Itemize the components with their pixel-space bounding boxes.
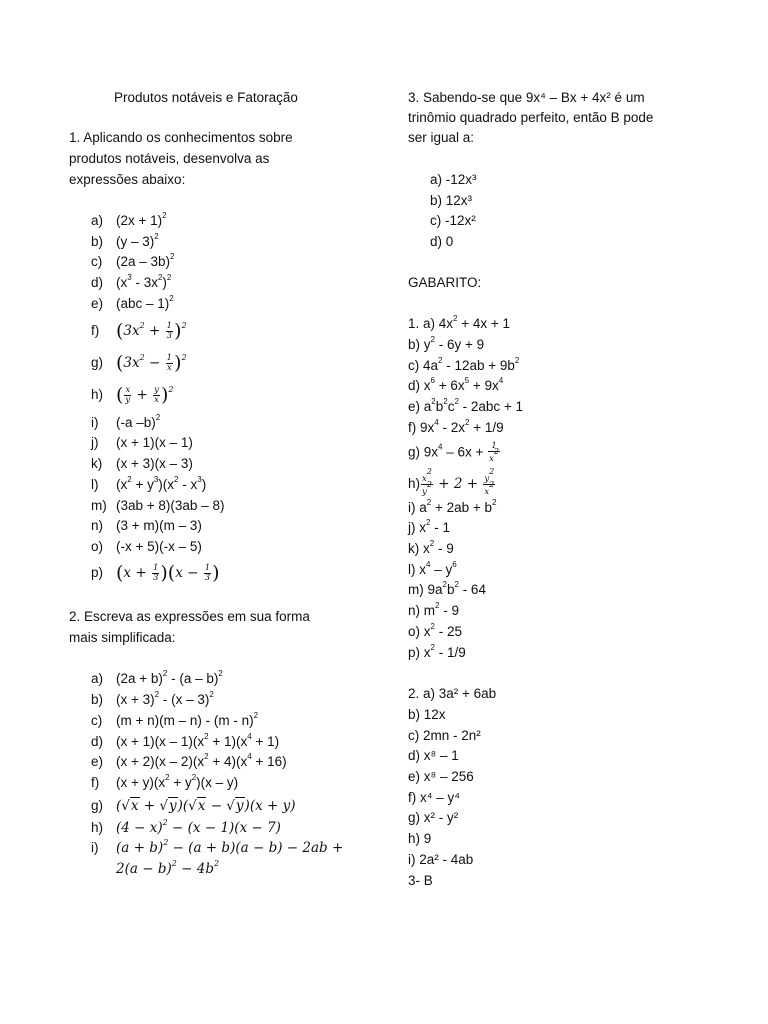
answer-1h: h) $\frac{x^2}{y^2}$ + 2 + $\frac{y^2}{x^2}$	[408, 467, 495, 497]
q2-item-c: c) (m + n)(m – n) - (m - n)$^2$	[91, 711, 259, 728]
answer-2d: d) x⁸ – 1	[408, 748, 459, 763]
q1-item-m: m) (3ab + 8)(3ab – 8)	[91, 498, 225, 513]
q1-item-n: n) (3 + m)(m – 3)	[91, 518, 202, 533]
answer-2a: 2. a) 3a² + 6ab	[408, 686, 497, 701]
q1-item-c: c) (2a – 3b)$^2$	[91, 252, 175, 269]
q1-item-i: i) (-a –b)$^2$	[91, 413, 161, 430]
answer-2h: h) 9	[408, 831, 432, 846]
q3-intro-line2: trinômio quadrado perfeito, então B pode	[408, 110, 654, 125]
q2-item-b: b) $(x + 3)^2 - (x - 3)^2$	[91, 690, 214, 707]
gabarito-heading: GABARITO:	[408, 275, 482, 290]
q1-item-a: a) $(2x + 1)^2$	[91, 211, 167, 228]
answer-1p: p) $x^2 - 1/9$	[408, 643, 466, 660]
answer-1n: n) $m^2 - 9$	[408, 601, 459, 618]
answer-1e: e) $a^2b^2c^2 - 2abc + 1$	[408, 397, 524, 414]
q3-option-c: c) -12x²	[430, 213, 476, 228]
answer-1i: i) $a^2 + 2ab + b^2$	[408, 498, 497, 515]
q1-item-l: l) $(x^2 + y^3)(x^2 - x^3)$	[91, 475, 207, 492]
q2-item-i-cont: $2(a - b)^2 - 4b^2$	[116, 859, 220, 877]
q2-intro-line2: mais simplificada:	[69, 630, 176, 645]
answer-2e: e) x⁸ – 256	[408, 769, 474, 784]
answer-1l: l) $x^4 - y^6$	[408, 560, 457, 577]
q2-item-e: e) $(x + 2)(x - 2)(x^2 + 4)(x^4 + 16)$	[91, 752, 287, 769]
q1-item-p: p) (x + $\frac{1}{3}$ )(x − $\frac{1}{3}$ )	[91, 562, 220, 584]
answer-1b: b) $y^2 - 6y + 9$	[408, 335, 485, 352]
q3-option-a: a) -12x³	[430, 172, 477, 187]
q1-intro-line3: expressões abaixo:	[69, 172, 186, 187]
answer-2c: c) 2mn - 2n²	[408, 728, 481, 743]
answer-1o: o) $x^2 - 25$	[408, 622, 462, 639]
q1-item-o: o) (-x + 5)(-x – 5)	[91, 539, 202, 554]
q1-item-f: f) ($3x^2$ + $\frac{1}{3}$ )$^2$	[91, 320, 187, 342]
answer-1k: k) $x^2 - 9$	[408, 539, 454, 556]
answer-1d: d) $x^6 + 6x^5 + 9x^4$	[408, 376, 504, 393]
q1-intro-line2: produtos notáveis, desenvolva as	[69, 151, 270, 166]
q1-item-j: j) (x + 1)(x – 1)	[91, 435, 193, 450]
answer-1j: j) $x^2 - 1$	[408, 518, 450, 535]
q3-intro-line3: ser igual a:	[408, 130, 475, 145]
page-title: Produtos notáveis e Fatoração	[114, 90, 298, 105]
q1-item-h: h) ( $\frac{x}{y}$ + $\frac{y}{x}$ )$^2$	[91, 384, 174, 406]
answer-1m: m) $9a^2b^2 - 64$	[408, 580, 486, 597]
answer-2g: g) x² - y²	[408, 810, 459, 825]
q2-item-f: f) $(x + y)(x^2 + y^2)(x - y)$	[91, 773, 239, 790]
answer-2b: b) 12x	[408, 707, 446, 722]
q2-intro-line1: 2. Escreva as expressões em sua forma	[69, 609, 310, 624]
answer-1a: 1. a) $4x^2 + 4x + 1$	[408, 314, 511, 331]
q2-item-h: h) $(4 - x)^2 - (x - 1)(x - 7)$	[91, 818, 281, 836]
q2-item-a: a) $(2a + b)^2 - (a - b)^2$	[91, 669, 223, 686]
q2-item-g: g) (√x + √y)(√x − √y)(x + y)	[91, 798, 296, 814]
q1-item-b: b) (y – 3)$^2$	[91, 232, 159, 249]
answer-2i: i) 2a² - 4ab	[408, 852, 474, 867]
q3-intro-line1: 3. Sabendo-se que 9x⁴ – Bx + 4x² é um	[408, 90, 645, 105]
q2-item-i: i) $(a + b)^2 - (a + b)(a - b) - 2ab$ +	[91, 838, 344, 856]
answer-2f: f) x⁴ – y⁴	[408, 790, 461, 805]
q3-option-b: b) 12x³	[430, 193, 473, 208]
q2-item-d: d) $(x + 1)(x - 1)(x^2 + 1)(x^4 + 1)$	[91, 732, 280, 749]
q1-item-k: k) (x + 3)(x – 3)	[91, 456, 193, 471]
q3-option-d: d) 0	[430, 234, 454, 249]
q1-item-e: e) (abc – 1)$^2$	[91, 294, 174, 311]
answer-1f: f) $9x^4 - 2x^2 + 1/9$	[408, 418, 504, 435]
answer-1c: c) $4a^2 - 12ab + 9b^2$	[408, 356, 520, 373]
answer-3: 3- B	[408, 873, 433, 888]
q1-item-d: d) $(x^3 - 3x^2)^2$	[91, 273, 172, 290]
q1-item-g: g) ($3x^2$ − $\frac{1}{x}$ )$^2$	[91, 352, 187, 374]
q1-intro-line1: 1. Aplicando os conhecimentos sobre	[69, 130, 293, 145]
answer-1g: g) $9x^4 - 6x$ + $\frac{1}{x^2}$	[408, 441, 500, 464]
